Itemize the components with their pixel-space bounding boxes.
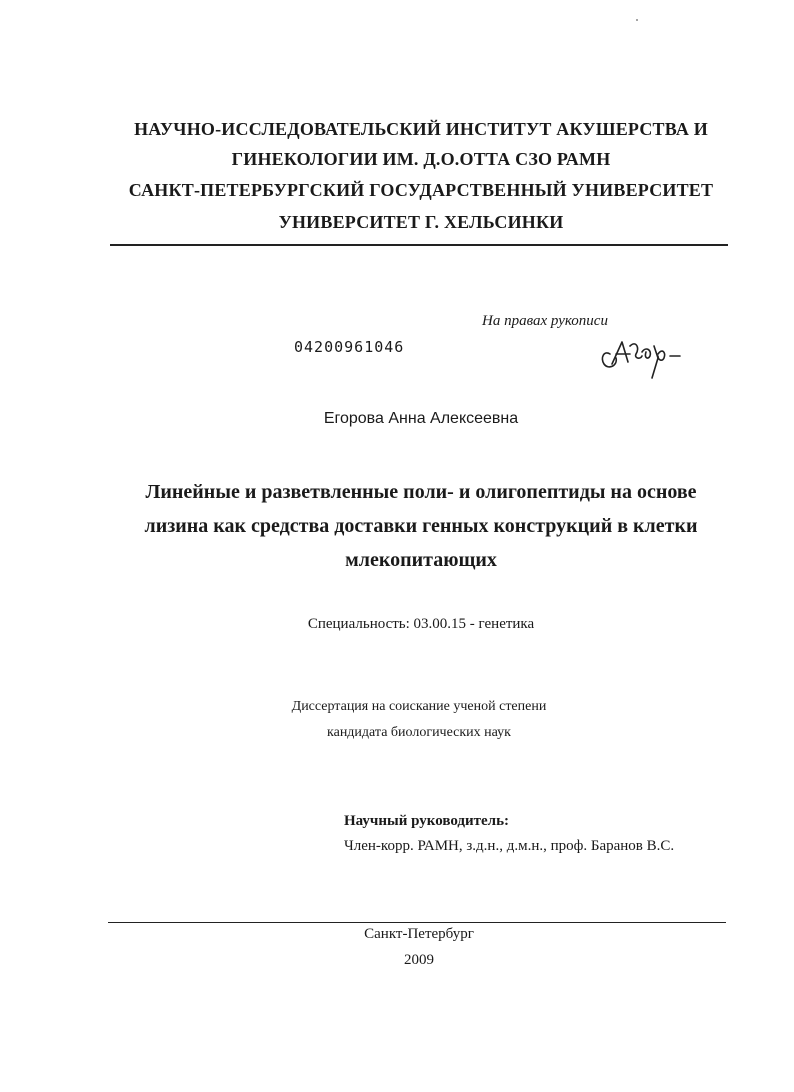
dissertation-title-line-2: лизина как средства доставки генных конструкций в клетки [144,515,698,537]
city: Санкт-Петербург [364,926,474,942]
institution-line-3: САНКТ-ПЕТЕРБУРГСКИЙ ГОСУДАРСТВЕННЫЙ УНИВЕРСИТЕТ [128,180,714,200]
scan-speck [636,19,638,21]
specialty: Специальность: 03.00.15 - генетика [307,616,535,632]
institution-line-4: УНИВЕРСИТЕТ Г. ХЕЛЬСИНКИ [278,212,564,232]
institution-line-2: ГИНЕКОЛОГИИ ИМ. Д.О.ОТТА СЗО РАМН [231,149,611,169]
supervisor-label: Научный руководитель: [344,813,509,829]
footer-divider [108,922,726,923]
degree-line-2: кандидата биологических наук [327,725,511,740]
author-name: Егорова Анна Алексеевна [323,410,519,427]
institution-line-1: НАУЧНО-ИССЛЕДОВАТЕЛЬСКИЙ ИНСТИТУТ АКУШЕРСТВА И [134,119,708,139]
manuscript-note: На правах рукописи [482,313,608,329]
degree-line-1: Диссертация на соискание ученой степени [291,699,547,714]
supervisor-name: Член-корр. РАМН, з.д.н., д.м.н., проф. Баранов В.С. [344,838,675,854]
dissertation-title-line-1: Линейные и разветвленные поли- и олигопептиды на основе [145,481,697,503]
serial-number: 04200961046 [294,338,405,356]
header-divider [110,244,728,246]
signature-image [596,332,692,382]
year: 2009 [404,952,434,968]
dissertation-title-line-3: млекопитающих [345,549,497,571]
